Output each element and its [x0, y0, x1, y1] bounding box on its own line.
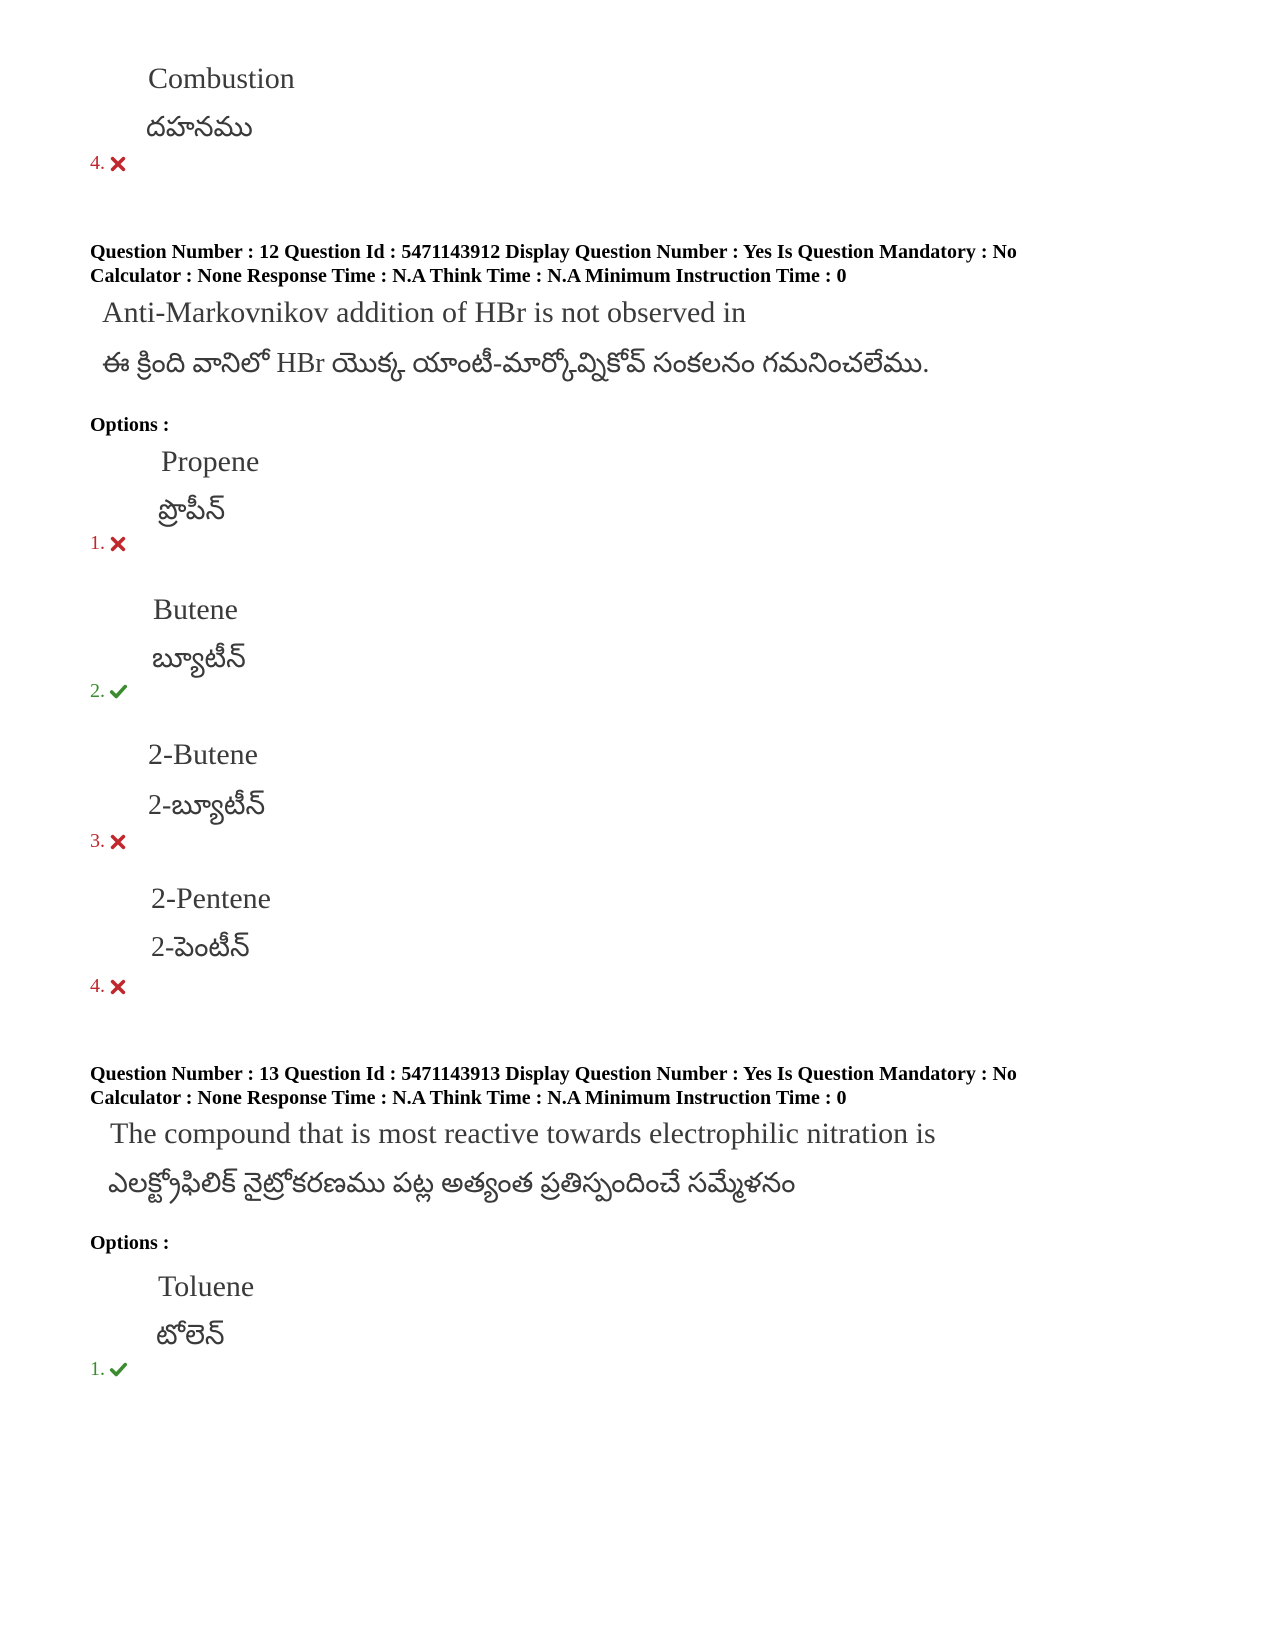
option-text-te: 2-బ్యూటీన్: [148, 790, 266, 821]
cross-icon: [109, 833, 127, 851]
question-meta-line1: Question Number : 13 Question Id : 5471143913 Display Question Number : Yes Is Question Mandatory : No: [90, 1063, 1017, 1085]
option-text-te: ప్రొపీన్: [158, 495, 226, 526]
check-icon: [109, 1361, 127, 1379]
option-text-en: Butene: [153, 593, 238, 626]
option-text-en: Combustion: [148, 62, 295, 95]
option-marker: [90, 680, 127, 703]
option-text-en: 2-Butene: [148, 738, 258, 771]
option-marker: [90, 830, 127, 853]
option-number: 3.: [90, 830, 105, 852]
option-marker: [90, 152, 127, 175]
options-label: Options :: [90, 1232, 170, 1254]
question-meta-line1: Question Number : 12 Question Id : 5471143912 Display Question Number : Yes Is Question Mandatory : No: [90, 241, 1017, 263]
question-text-en: The compound that is most reactive towards electrophilic nitration is: [110, 1117, 936, 1150]
cross-icon: [109, 978, 127, 996]
question-text-te: ఈ క్రింది వానిలో HBr యొక్క యాంటీ-మార్కోవ్నికోవ్ సంకలనం గమనించలేము.: [102, 348, 930, 379]
option-text-te: టోలెన్: [156, 1320, 225, 1351]
option-number: 4.: [90, 975, 105, 997]
option-number: 2.: [90, 680, 105, 702]
question-text-en: Anti-Markovnikov addition of HBr is not observed in: [102, 296, 747, 329]
check-icon: [109, 683, 127, 701]
cross-icon: [109, 155, 127, 173]
question-meta-line2: Calculator : None Response Time : N.A Think Time : N.A Minimum Instruction Time : 0: [90, 1087, 847, 1109]
option-number: 1.: [90, 1358, 105, 1380]
option-text-te: దహనము: [146, 112, 253, 143]
question-meta-line2: Calculator : None Response Time : N.A Think Time : N.A Minimum Instruction Time : 0: [90, 265, 847, 287]
option-number: 4.: [90, 152, 105, 174]
option-text-en: 2-Pentene: [151, 882, 271, 915]
options-label: Options :: [90, 414, 170, 436]
option-marker: [90, 1358, 127, 1381]
option-number: 1.: [90, 532, 105, 554]
question-text-te: ఎలక్ట్రోఫిలిక్ నైట్రోకరణము పట్ల అత్యంత ప్రతిస్పందించే సమ్మేళనం: [108, 1168, 796, 1199]
option-text-en: Propene: [161, 445, 260, 478]
option-marker: [90, 532, 127, 555]
option-text-te: 2-పెంటీన్: [151, 932, 250, 963]
option-text-te: బ్యూటీన్: [152, 643, 246, 674]
cross-icon: [109, 535, 127, 553]
option-marker: [90, 975, 127, 998]
option-text-en: Toluene: [158, 1270, 255, 1303]
